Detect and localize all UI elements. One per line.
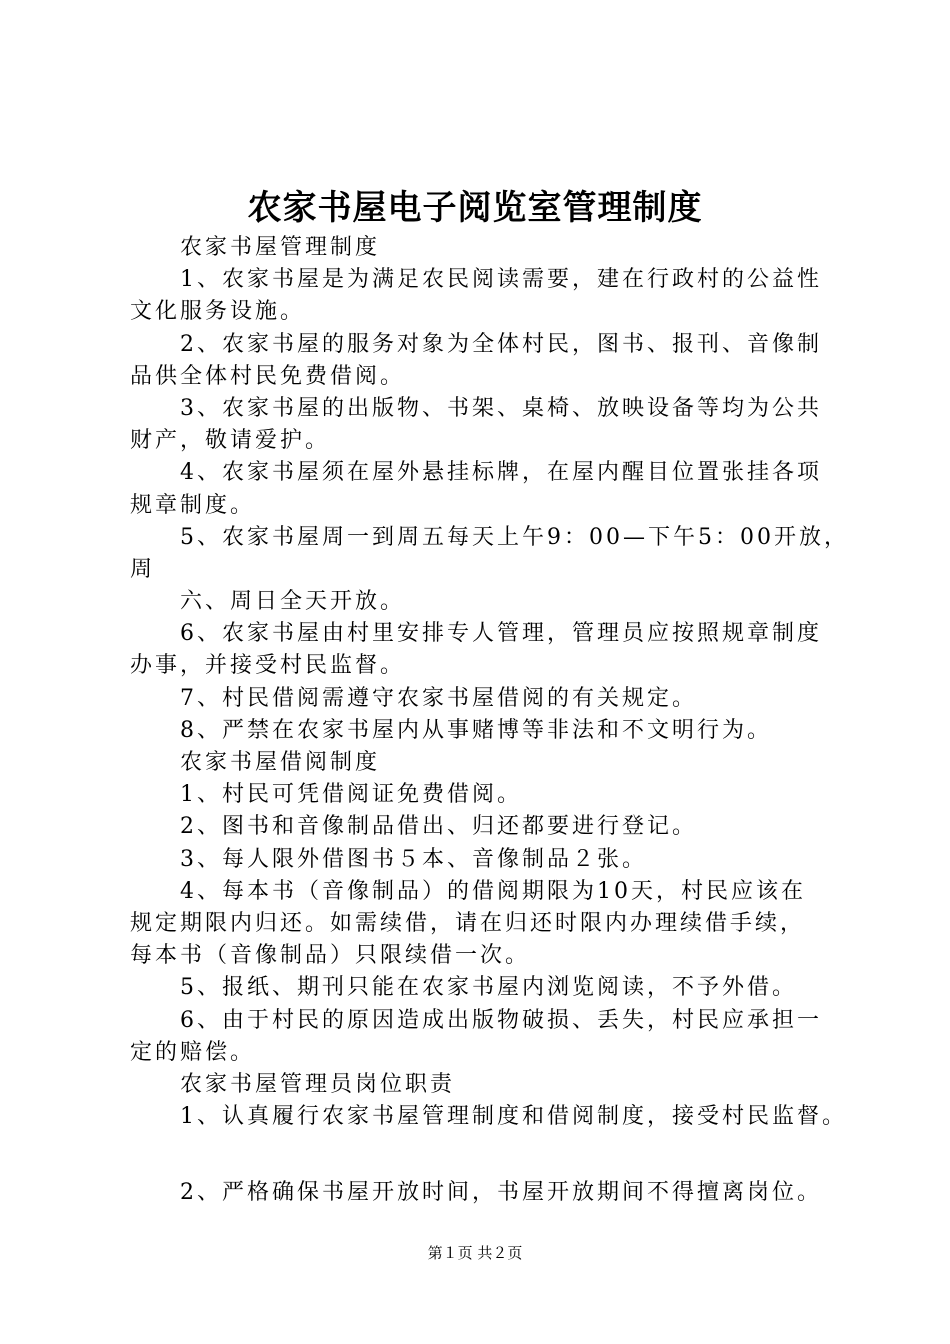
page-footer: 第１页 共２页 (427, 1244, 523, 1262)
paragraph-line: 3、每人限外借图书５本、音像制品２张。 (180, 846, 647, 872)
paragraph-line: 1、认真履行农家书屋管理制度和借阅制度，接受村民监督。 (180, 1104, 847, 1130)
paragraph-line: 品供全体村民免费借阅。 (130, 363, 406, 389)
paragraph-line: 1、村民可凭借阅证免费借阅。 (180, 782, 522, 808)
paragraph-spacer (130, 1133, 870, 1177)
paragraph-line: 规章制度。 (130, 492, 256, 518)
document-title: 农家书屋电子阅览室管理制度 (247, 188, 703, 228)
paragraph-line: 周 (130, 556, 156, 582)
paragraph-line: 6、由于村民的原因造成出版物破损、丢失，村民应承担一 (180, 1007, 822, 1033)
paragraph-line: 六、周日全天开放。 (180, 589, 406, 615)
section-heading-borrowing: 农家书屋借阅制度 (180, 750, 381, 775)
paragraph-line: 规定期限内归还。如需续借，请在归还时限内办理续借手续， (130, 910, 806, 936)
paragraph-line: 每本书（音像制品）只限续借一次。 (130, 943, 531, 969)
paragraph-line: 6、农家书屋由村里安排专人管理，管理员应按照规章制度 (180, 621, 822, 647)
paragraph-line: 5、报纸、期刊只能在农家书屋内浏览阅读，不予外借。 (180, 975, 797, 1001)
paragraph-line: 4、农家书屋须在屋外悬挂标牌，在屋内醒目位置张挂各项 (180, 460, 822, 486)
paragraph-line: 7、村民借阅需遵守农家书屋借阅的有关规定。 (180, 685, 697, 711)
paragraph-line: 定的赔偿。 (130, 1039, 256, 1065)
paragraph-line: 文化服务设施。 (130, 299, 306, 325)
paragraph-line: 2、严格确保书屋开放时间，书屋开放期间不得擅离岗位。 (180, 1180, 822, 1206)
paragraph-line: 2、图书和音像制品借出、归还都要进行登记。 (180, 814, 697, 840)
paragraph-line: 1、农家书屋是为满足农民阅读需要，建在行政村的公益性 (180, 267, 822, 293)
paragraph-line: 3、农家书屋的出版物、书架、桌椅、放映设备等均为公共 (180, 395, 822, 421)
document-body (130, 232, 870, 1209)
paragraph-line: 2、农家书屋的服务对象为全体村民，图书、报刊、音像制 (180, 331, 822, 357)
section-heading-librarian: 农家书屋管理员岗位职责 (180, 1071, 456, 1097)
paragraph-line: 8、严禁在农家书屋内从事赌博等非法和不文明行为。 (180, 717, 772, 743)
paragraph-line: 5、农家书屋周一到周五每天上午9：00—下午5：00开放， (180, 524, 849, 550)
paragraph-line: 办事，并接受村民监督。 (130, 653, 406, 679)
paragraph-line: 财产，敬请爱护。 (130, 428, 331, 454)
section-heading-management: 农家书屋管理制度 (180, 235, 381, 260)
paragraph-line: 4、每本书（音像制品）的借阅期限为10天，村民应该在 (180, 878, 806, 904)
